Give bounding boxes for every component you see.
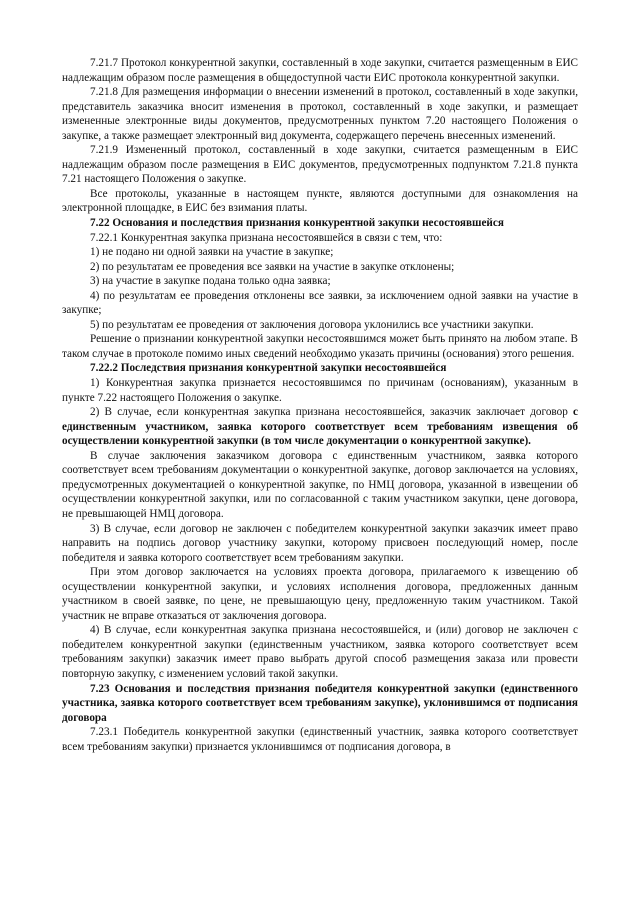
- list-item-2: 2) по результатам ее проведения все заявки на участие в закупке отклонены;: [90, 260, 455, 273]
- list-item-3: 3) на участие в закупке подана только одна заявка;: [90, 275, 331, 288]
- list-item-1: 1) не подано ни одной заявки на участие в закупке;: [90, 246, 334, 259]
- para-contract-terms: При этом договор заключается на условиях проекта договора, прилагаемого к извещению об осуществлении конкурентной закупки, и условиях исполнения договора, предложенных данным участником в своей заявке, по цене, не превышающую цену, предложенную таким участником. Такой участник не вправе отказаться от заключения договора.: [62, 566, 578, 622]
- para-7-21-8: 7.21.8 Для размещения информации о внесении изменений в протокол, составленный в ходе закупки, представитель заказчика вносит изменения в протокол, составленный в ходе закупки, и размещает измененные электронные виды документов, предусмотренных пунктом 7.20 настоящего Положения о закупке, а также размещает электронный вид документа, содержащего перечень внесенных изменений.: [62, 86, 578, 142]
- list-item-4: 4) по результатам ее проведения отклонены все заявки, за исключением одной заявки на участие в закупке;: [62, 289, 578, 317]
- para-protocols-access: Все протоколы, указанные в настоящем пункте, являются доступными для ознакомления на электронной площадке, в ЕИС без взимания платы.: [62, 187, 578, 215]
- heading-7-22: 7.22 Основания и последствия признания конкурентной закупки несостоявшейся: [90, 217, 504, 230]
- para-7-22-1: 7.22.1 Конкурентная закупка признана несостоявшейся в связи с тем, что:: [90, 231, 443, 244]
- para-7-23-1: 7.23.1 Победитель конкурентной закупки (единственный участник, заявка которого соответствует всем требованиям закупки) признается уклонившимся от подписания договора, в: [62, 726, 578, 753]
- consequence-1: 1) Конкурентная закупка признается несостоявшимся по причинам (основаниям), указанным в пункте 7.22 настоящего Положения о закупке.: [62, 377, 578, 404]
- para-7-21-7: 7.21.7 Протокол конкурентной закупки, составленный в ходе закупки, считается размещенным в ЕИС надлежащим образом после размещения в общедоступной части ЕИС протокола конкурентной закупки.: [62, 57, 578, 84]
- consequence-2: [62, 405, 578, 449]
- para-7-21-9: 7.21.9 Измененный протокол, составленный в ходе закупки, считается размещенным в ЕИС надлежащим образом после размещения в ЕИС документов, предусмотренных подпунктом 7.21.8 пункта 7.21 настоящего Положения о закупке.: [62, 144, 578, 186]
- consequence-3: 3) В случае, если договор не заключен с победителем конкурентной закупки заказчик имеет право направить на подпись договор участнику закупки, которому присвоен последующий номер, после победителя и заявка которого соответствует всем требованиям закупки.: [62, 522, 578, 564]
- list-item-5: 5) по результатам ее проведения от заключения договора уклонились все участники закупки.: [90, 318, 534, 331]
- para-single-participant: В случае заключения заказчиком договора с единственным участником, заявка которого соответствует всем требованиям документации о конкурентной закупке, договор заключается на условиях, предусмотренных документацией о конкурентной закупке, по НМЦ договора, указанной в извещении об осуществлении конкурентной закупки, или по согласованной с таким участником закупки, цене договора, не превышающей НМЦ договора.: [62, 449, 578, 520]
- consequence-4: 4) В случае, если конкурентная закупка признана несостоявшейся, и (или) договор не заключен с победителем конкурентной закупки (единственным участником, заявка которого соответствует всем требованиям закупки) заказчик имеет право выбрать другой способ размещения заказа или провести повторную закупку, с изменением условий такой закупки.: [62, 624, 578, 680]
- heading-7-23: 7.23 Основания и последствия признания победителя конкурентной закупки (единственного участника, заявка которого соответствует всем требованиям закупке), уклонившимся от подписания договора: [62, 682, 578, 724]
- consequence-2-text: 2) В случае, если конкурентная закупка признана несостоявшейся, заказчик заключает договор: [90, 406, 574, 419]
- para-decision: Решение о признании конкурентной закупки несостоявшимся может быть принято на любом этапе. В таком случае в протоколе помимо иных сведений необходимо указать причины (основания) этого решения.: [62, 333, 578, 360]
- heading-7-22-2: 7.22.2 Последствия признания конкурентной закупки несостоявшейся: [90, 362, 447, 375]
- consequence-2-bold: с единственным участником, заявка которого соответствует всем требованиям извещения об осуществлении конкурентной закупки (в том числе документации о конкурентной закупке).: [62, 406, 578, 448]
- document-page: [62, 56, 578, 754]
